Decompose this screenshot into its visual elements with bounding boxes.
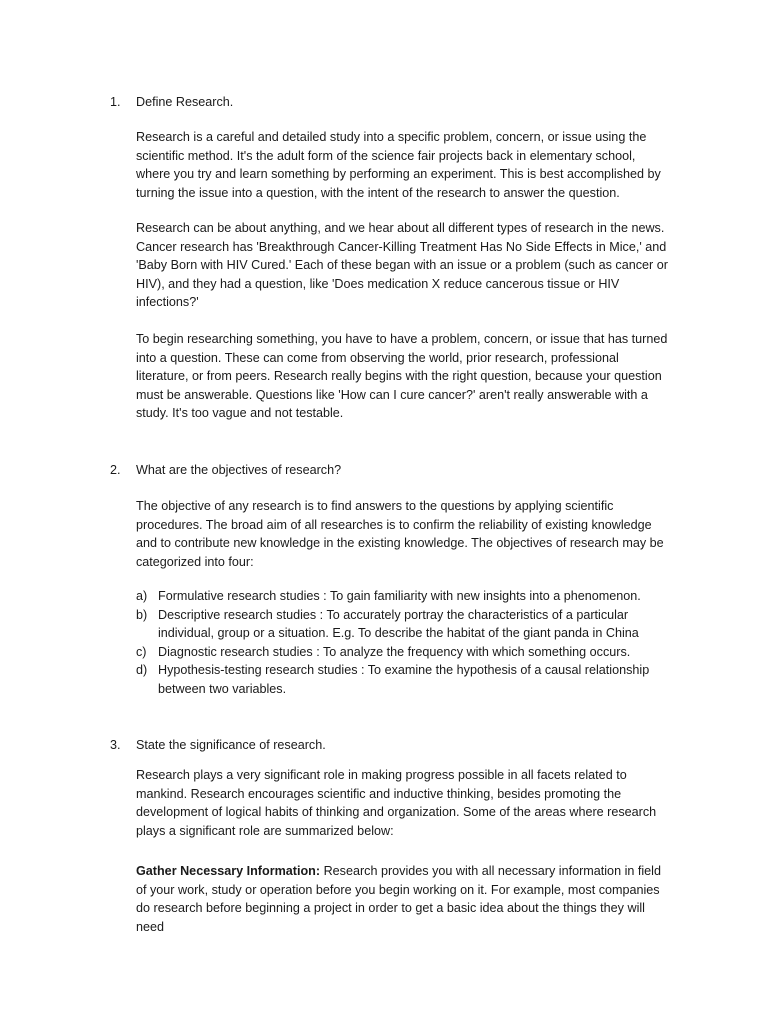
list-item-text: Formulative research studies : To gain familiarity with new insights into a phenomenon.	[158, 589, 641, 603]
section-1-paragraph-2	[0, 219, 768, 312]
list-item	[136, 587, 668, 606]
subsection-title: Gather Necessary Information:	[136, 864, 321, 878]
list-marker: b)	[136, 607, 148, 622]
section-heading	[0, 736, 768, 755]
list-item	[136, 661, 668, 698]
section-heading	[0, 93, 768, 112]
paragraph: Research is a careful and detailed study into a specific problem, concern, or issue using the scientific method. It's the adult form of the science fair projects back in elementary school, where you try and learn something by performing an experiment. This is best accomplished by turning the issue into a question, with the intent of the research to answer the question.	[136, 130, 661, 200]
paragraph: Research plays a very significant role in making progress possible in all facets related to mankind. Research encourages scientific and inductive thinking, besides promoting the development of logical habits of thinking and organization. Some of the areas where research plays a significant role are summarized below:	[136, 768, 657, 838]
paragraph: The objective of any research is to find answers to the questions by applying scientific procedures. The broad aim of all researches is to confirm the reliability of existing knowledge and to contribute new knowledge in the existing knowledge. The objectives of research may be categorized into four:	[136, 499, 664, 569]
section-number: 3.	[110, 738, 121, 752]
list-item-text: Diagnostic research studies : To analyze the frequency with which something occurs.	[158, 644, 631, 659]
paragraph: Research can be about anything, and we hear about all different types of research in the news. Cancer research has 'Breakthrough Cancer-Killing Treatment Has No Side Effects in Mice,' and 'Baby Born with HIV Cured.' Each of these began with an issue or a problem (such as cancer or HIV), and they had a question, like 'Does medication X reduce cancerous tissue or HIV infections?'	[136, 221, 668, 310]
paragraph: To begin researching something, you have to have a problem, concern, or issue that has turned into a question. These can come from observing the world, prior research, professional literature, or from peers. Research really begins with the right question, because your question must be answerable. Questions like 'How can I cure cancer?' aren't really answerable with a study. It's too vague and not testable.	[136, 332, 668, 421]
section-number: 2.	[110, 463, 121, 477]
section-1	[0, 93, 768, 112]
objectives-list	[0, 587, 768, 699]
section-3	[0, 736, 768, 755]
section-title: What are the objectives of research?	[136, 463, 342, 477]
list-marker: a)	[136, 589, 148, 603]
list-item	[136, 606, 668, 643]
section-3-subsection	[0, 862, 768, 936]
list-item-text: Descriptive research studies : To accurately portray the characteristics of a particular individual, group or a situation. E.g. To describe the habitat of the giant panda in China	[158, 607, 639, 641]
section-title: State the significance of research.	[136, 738, 326, 752]
list-marker: d)	[136, 663, 148, 678]
section-number: 1.	[110, 95, 121, 109]
section-1-paragraph-3	[0, 330, 768, 423]
section-1-paragraph-1	[0, 128, 768, 202]
section-2-paragraph-1	[0, 497, 768, 571]
list-marker: c)	[136, 644, 147, 659]
section-2	[0, 461, 768, 480]
section-3-paragraph-1	[0, 766, 768, 840]
list-item-text: Hypothesis-testing research studies : To examine the hypothesis of a causal relationship between two variables.	[158, 663, 650, 696]
section-heading	[0, 461, 768, 480]
list-item	[136, 643, 668, 662]
subsection-paragraph	[136, 862, 668, 936]
section-title: Define Research.	[136, 95, 234, 109]
subsection-text: Research provides you with all necessary information in field of your work, study or operation before you begin working on it. For example, most companies do research before beginning a project in order to get a basic idea about the things they will need	[136, 864, 661, 934]
